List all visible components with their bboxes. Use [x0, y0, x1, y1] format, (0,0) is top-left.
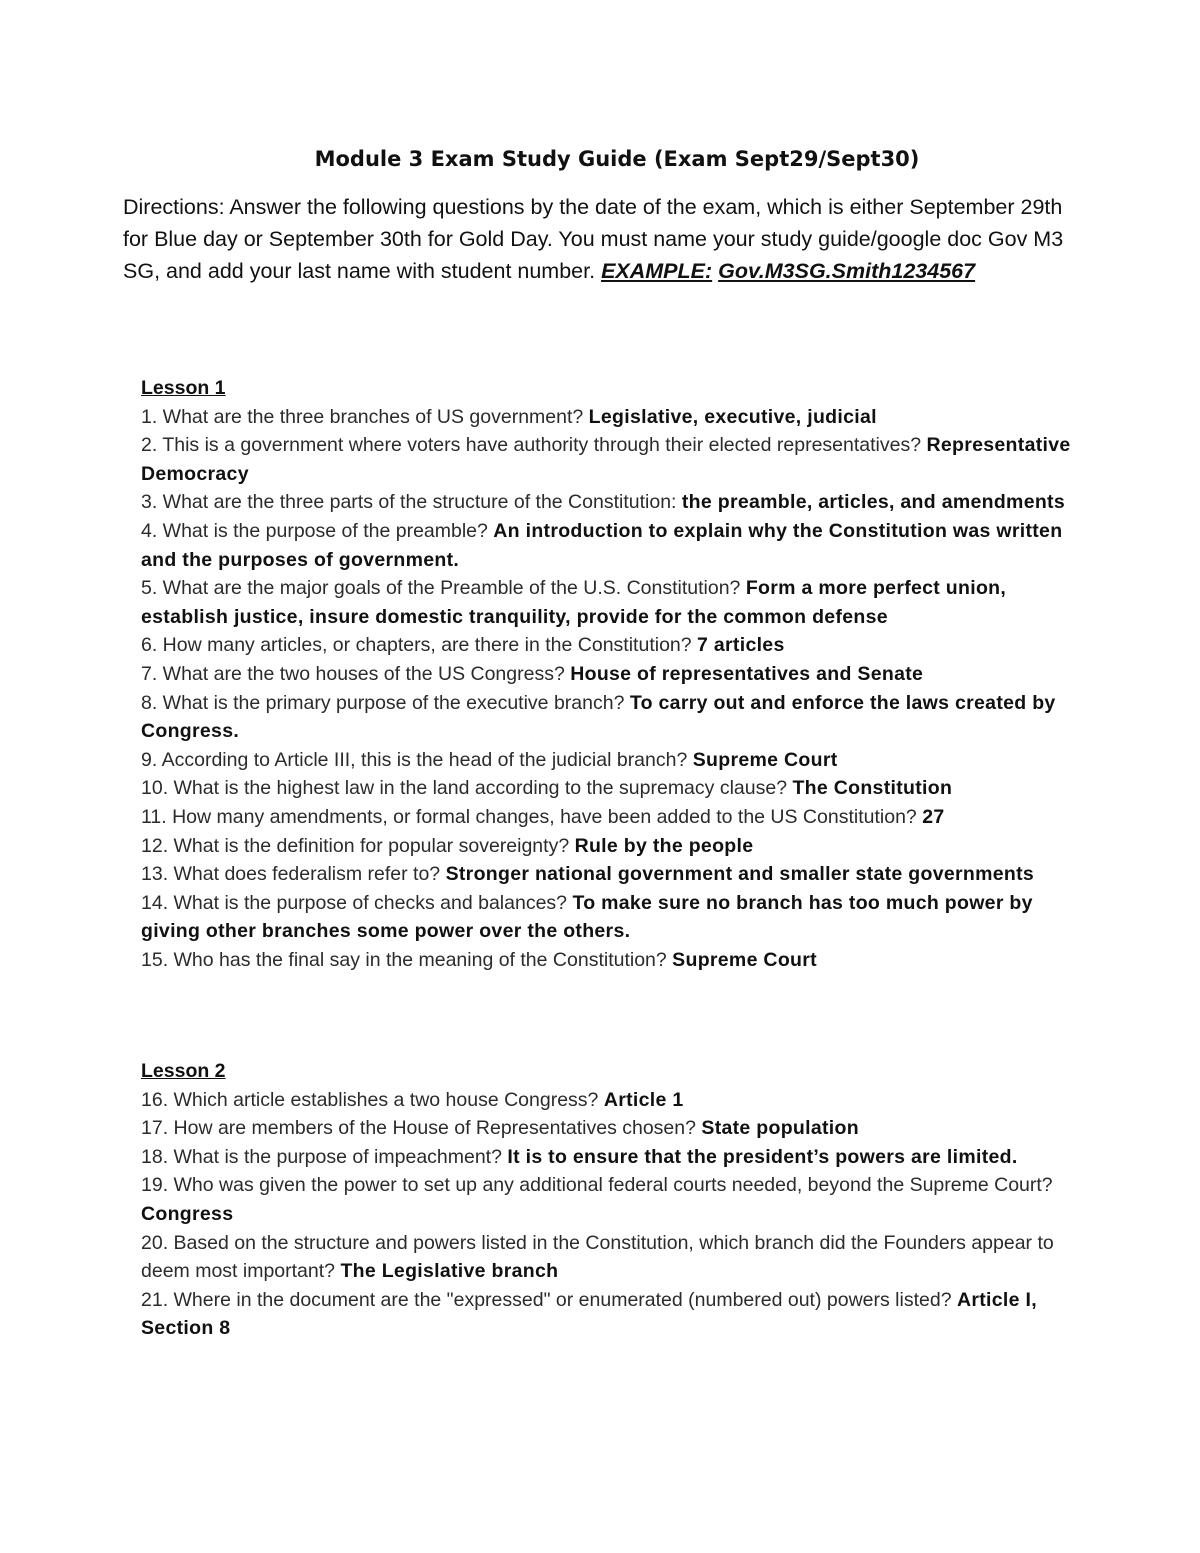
lesson-2-section	[141, 1057, 1071, 1343]
question-item	[141, 946, 1071, 975]
question-text: 11. How many amendments, or formal changes, have been added to the US Constitution?	[141, 805, 917, 828]
answer-text: To make sure no branch has too much power by giving other branches some power over the others.	[141, 891, 1033, 943]
question-item	[141, 1143, 1071, 1172]
question-item	[141, 774, 1071, 803]
question-text: 16. Which article establishes a two house Congress?	[141, 1088, 599, 1111]
document-title: Module 3 Exam Study Guide (Exam Sept29/Sept30)	[314, 147, 920, 171]
question-item	[141, 403, 1071, 432]
question-item	[141, 517, 1071, 574]
question-text: 4. What is the purpose of the preamble?	[141, 519, 488, 542]
question-item	[141, 1086, 1071, 1115]
question-item	[141, 631, 1071, 660]
answer-text: State population	[701, 1117, 859, 1140]
answer-text: To carry out and enforce the laws created by Congress.	[141, 691, 1056, 743]
directions-text: Directions: Answer the following questions by the date of the exam, which is either September 29th for Blue day or September 30th for Gold Day. You must name your study guide/google doc Gov M3 SG, and add your last name with student number.	[123, 195, 1064, 283]
lesson-1-section	[141, 374, 1071, 974]
answer-text: House of representatives and Senate	[570, 662, 924, 685]
question-item	[141, 889, 1071, 946]
example-value: Gov.M3SG.Smith1234567	[718, 259, 976, 283]
lesson-2-heading: Lesson 2	[141, 1060, 226, 1082]
question-text: 12. What is the definition for popular sovereignty?	[141, 834, 570, 857]
question-item	[141, 574, 1071, 631]
question-text: 7. What are the two houses of the US Congress?	[141, 662, 565, 685]
question-text: 18. What is the purpose of impeachment?	[141, 1145, 502, 1168]
answer-text: Stronger national government and smaller state governments	[445, 863, 1035, 886]
question-item	[141, 860, 1071, 889]
question-text: 21. Where in the document are the "expressed" or enumerated (numbered out) powers listed?	[141, 1288, 952, 1311]
answer-text: Congress	[141, 1202, 234, 1225]
directions-paragraph	[123, 191, 1083, 287]
answer-text: An introduction to explain why the Constitution was written and the purposes of government.	[141, 519, 1063, 571]
answer-text: Article 1	[603, 1088, 684, 1111]
question-text: 20. Based on the structure and powers listed in the Constitution, which branch did the Founders appear to deem most important?	[141, 1231, 1054, 1283]
question-item	[141, 1114, 1071, 1143]
question-text: 15. Who has the final say in the meaning of the Constitution?	[141, 948, 667, 971]
question-text: 6. How many articles, or chapters, are there in the Constitution?	[141, 634, 692, 657]
question-item	[141, 1171, 1071, 1228]
question-text: 3. What are the three parts of the structure of the Constitution:	[141, 491, 677, 514]
answer-text: the preamble, articles, and amendments	[681, 491, 1065, 514]
question-item	[141, 488, 1071, 517]
answer-text: Article I, Section 8	[141, 1288, 1037, 1340]
question-text: 5. What are the major goals of the Preamble of the U.S. Constitution?	[141, 577, 741, 600]
answer-text: Representative Democracy	[141, 434, 1071, 485]
question-text: 1. What are the three branches of US government?	[141, 405, 584, 428]
question-item	[141, 1286, 1071, 1343]
question-text: 2. This is a government where voters have authority through their elected representatives?	[141, 434, 922, 457]
question-item	[141, 689, 1071, 746]
answer-text: Form a more perfect union, establish justice, insure domestic tranquility, provide for the common defense	[141, 577, 1007, 628]
answer-text: Legislative, executive, judicial	[588, 405, 877, 428]
question-text: 14. What is the purpose of checks and balances?	[141, 891, 568, 914]
answer-text: Supreme Court	[672, 948, 817, 971]
question-text: 17. How are members of the House of Representatives chosen?	[141, 1117, 696, 1140]
question-item	[141, 660, 1071, 689]
answer-text: 7 articles	[697, 634, 785, 657]
question-item	[141, 832, 1071, 861]
answer-text: Supreme Court	[692, 748, 838, 771]
question-text: 13. What does federalism refer to?	[141, 863, 441, 886]
question-item	[141, 803, 1071, 832]
question-item	[141, 1229, 1071, 1286]
question-text: 9. According to Article III, this is the head of the judicial branch?	[141, 748, 688, 771]
question-item	[141, 431, 1071, 488]
answer-text: It is to ensure that the president’s powers are limited.	[507, 1145, 1018, 1168]
answer-text: 27	[922, 805, 945, 828]
example-label: EXAMPLE:	[601, 259, 713, 283]
answer-text: The Constitution	[792, 777, 953, 800]
question-text: 10. What is the highest law in the land according to the supremacy clause?	[141, 777, 788, 800]
question-text: 8. What is the primary purpose of the executive branch?	[141, 691, 625, 714]
lesson-1-heading: Lesson 1	[141, 377, 226, 399]
question-item	[141, 746, 1071, 775]
question-text: 19. Who was given the power to set up any additional federal courts needed, beyond the Supreme Court?	[141, 1174, 1053, 1197]
answer-text: The Legislative branch	[340, 1260, 559, 1283]
answer-text: Rule by the people	[574, 834, 754, 857]
